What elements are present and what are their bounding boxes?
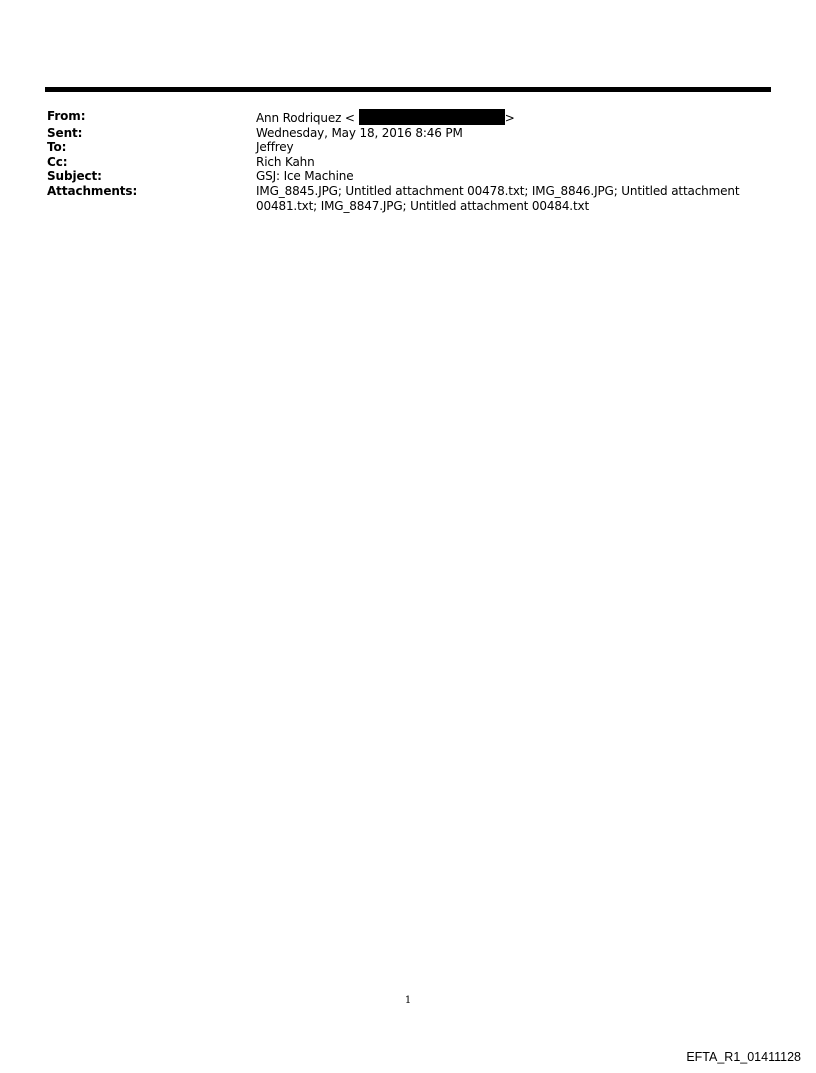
- attachments-label: Attachments:: [47, 183, 138, 198]
- attachments-value: IMG_8845.JPG; Untitled attachment 00478.txt; IMG_8846.JPG; Untitled attachment 00481.txt; IMG_8847.JPG; Untitled attachment 00484.txt: [256, 183, 740, 213]
- sender-email-close: >: [504, 111, 515, 125]
- header-rule: [45, 87, 771, 92]
- sent-label: Sent:: [47, 125, 83, 140]
- sender-name: Ann Rodriquez: [256, 111, 342, 125]
- bates-number: EFTA_R1_01411128: [686, 1050, 801, 1064]
- to-label: To:: [47, 140, 67, 155]
- subject-value: GSJ: Ice Machine: [256, 169, 354, 184]
- sender-email-open: <: [344, 111, 355, 125]
- sent-value: Wednesday, May 18, 2016 8:46 PM: [256, 125, 463, 140]
- from-value: [256, 109, 767, 126]
- cc-row: [47, 155, 767, 170]
- subject-label: Subject:: [47, 169, 102, 184]
- from-row: [47, 109, 767, 126]
- to-value: Jeffrey: [256, 140, 294, 155]
- from-label: From:: [47, 109, 86, 123]
- to-row: [47, 140, 767, 155]
- sent-row: [47, 126, 767, 141]
- redaction-box: [359, 109, 505, 125]
- email-header: [47, 109, 767, 213]
- attachments-row: [47, 184, 767, 213]
- page-number: 1: [404, 995, 412, 1006]
- cc-value: Rich Kahn: [256, 154, 315, 169]
- cc-label: Cc:: [47, 154, 68, 169]
- subject-row: [47, 169, 767, 184]
